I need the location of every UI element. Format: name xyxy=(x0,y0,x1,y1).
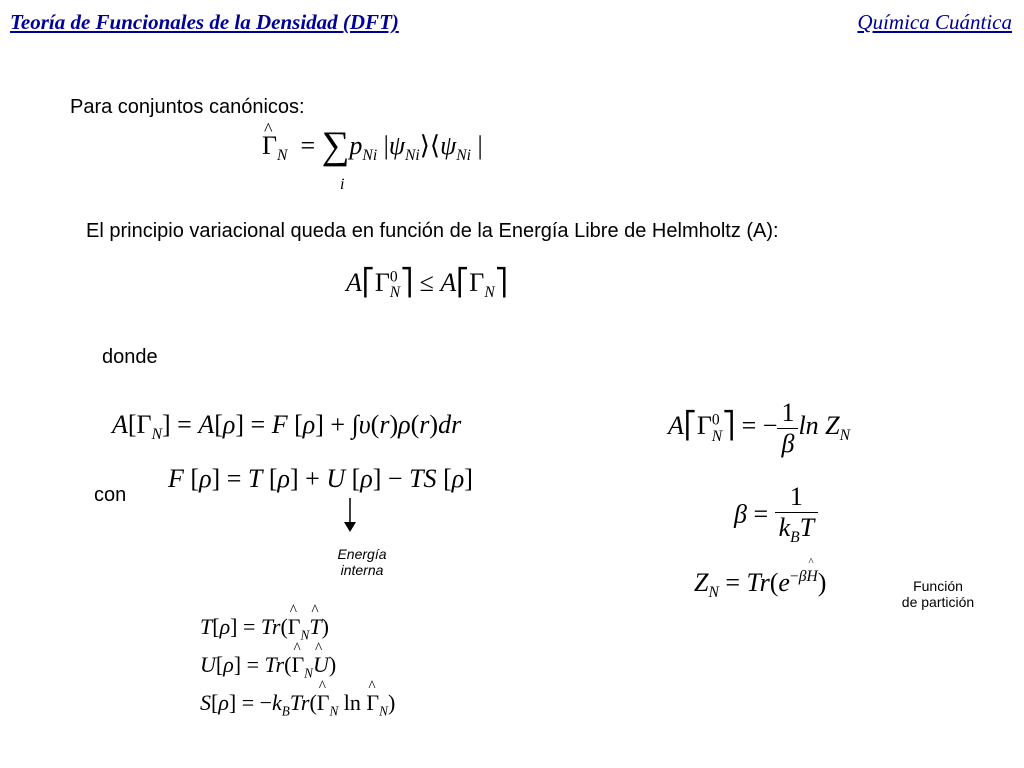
equation-beta: β = $\frac{1}{k_BT}$ xyxy=(734,482,818,547)
equation-helmholtz-partition: $A⎡\Gamma^0_N⎤$ = − $\frac{1}{\beta}$ $\ln Z_N$ xyxy=(668,398,851,458)
equation-helmholtz-functional: $A[\Gamma_N] = A[\rho] = F$ [ρ] + ∫υ(r)ρ(r)dr xyxy=(112,410,462,444)
equation-partition-function: $Z_N = Tr(e^{-\beta\^{} H})$ xyxy=(694,568,826,602)
variational-text: El principio variacional queda en función de la Energía Libre de Helmholtz (A): xyxy=(86,220,779,242)
equation-ensemble-density: ^ $\Gamma_N = \sum p_{Ni}$ $|\psi_{Ni}⟩⟨\psi_{Ni}$ | xyxy=(262,130,483,165)
energia-interna-label xyxy=(322,546,402,578)
slide-subject: Química Cuántica xyxy=(857,10,1012,34)
equation-f-functional: F [ρ] = T [ρ] + U [ρ] − TS [ρ] xyxy=(168,464,473,493)
equation-kinetic: T[ρ] = Tr(^ $\Gamma_N\^{}$ T) xyxy=(200,614,329,643)
intro-text: Para conjuntos canónicos: xyxy=(70,96,305,118)
equation-internal-energy: U[ρ] = Tr(^ $\Gamma_N\^{}$ U) xyxy=(200,652,336,681)
particion-line1: Función xyxy=(913,578,963,594)
energia-interna-line2: interna xyxy=(340,562,384,578)
donde-text: donde xyxy=(102,346,158,368)
equation-entropy: $S[\rho] = -k_BTr(\^{}$ $\Gamma_N$ ln ^ $\Gamma_N$) xyxy=(200,690,395,719)
particion-line2: de partición xyxy=(901,594,975,610)
slide-title: Teoría de Funcionales de la Densidad (DFT) xyxy=(10,10,399,34)
particion-label xyxy=(888,578,988,610)
arrow-down-icon xyxy=(340,496,360,536)
energia-interna-line1: Energía xyxy=(337,546,387,562)
con-text: con xyxy=(94,484,127,506)
equation-sum-index: i xyxy=(340,176,345,193)
equation-variational-inequality: $A⎡\Gamma^0_N⎤$ ≤ $A⎡\Gamma_N⎤$ xyxy=(346,268,508,302)
